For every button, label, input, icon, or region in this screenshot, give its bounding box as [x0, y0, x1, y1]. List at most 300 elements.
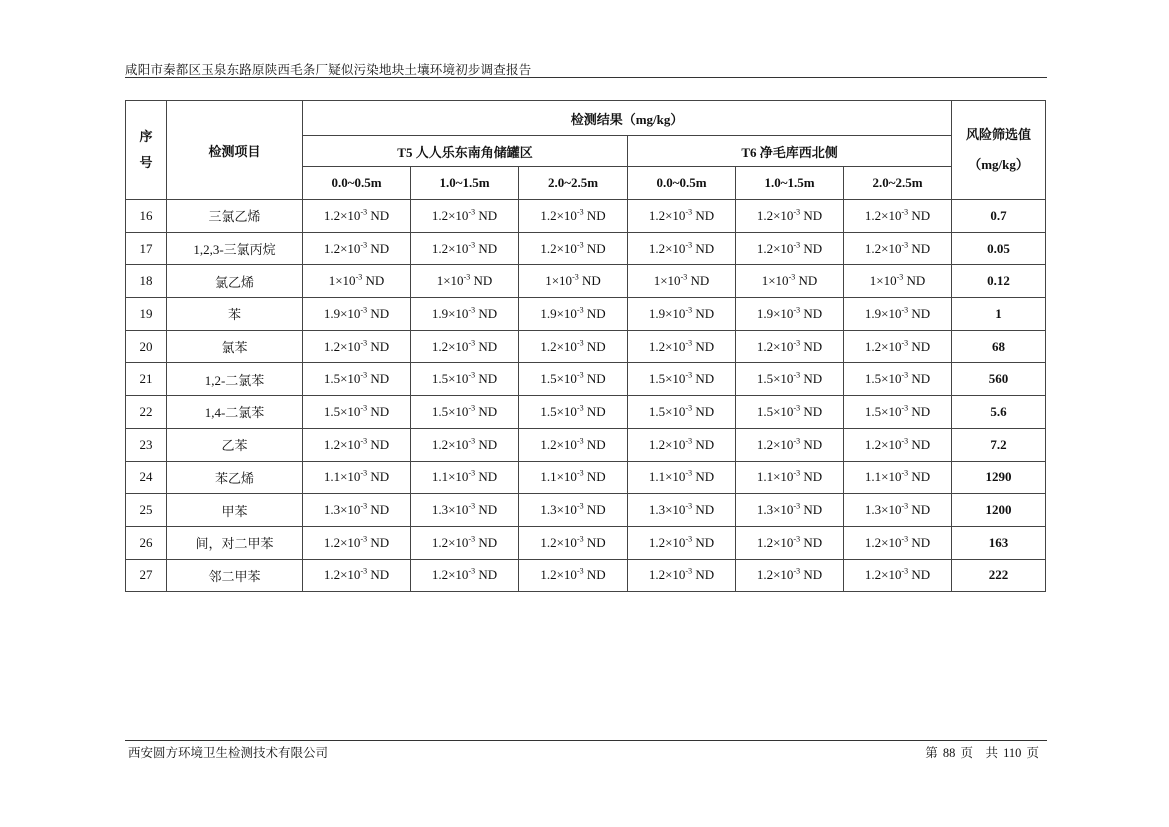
table-row [126, 298, 1046, 331]
result-exponent: -3 [685, 338, 693, 348]
result-nd-flag: ND [478, 305, 498, 321]
result-cell [303, 494, 411, 527]
result-base: 1.2×10 [756, 240, 794, 256]
result-nd-flag: ND [911, 469, 931, 485]
row-seq: 25 [126, 494, 167, 527]
result-cell [736, 265, 844, 298]
row-seq: 23 [126, 428, 167, 461]
result-cell [411, 396, 519, 429]
item-column-header: 检测项目 [167, 101, 303, 200]
result-nd-flag: ND [586, 371, 606, 387]
result-cell [411, 200, 519, 233]
result-nd-flag: ND [365, 273, 385, 289]
result-nd-flag: ND [695, 207, 715, 223]
result-nd-flag: ND [478, 469, 498, 485]
result-nd-flag: ND [803, 567, 823, 583]
result-cell [519, 526, 628, 559]
result-exponent: -3 [896, 272, 904, 282]
result-exponent: -3 [468, 534, 476, 544]
result-base: 1.5×10 [540, 371, 577, 387]
result-nd-flag: ND [911, 240, 931, 256]
result-nd-flag: ND [803, 469, 823, 485]
result-cell [628, 265, 736, 298]
result-cell [411, 461, 519, 494]
result-base: 1.2×10 [540, 240, 577, 256]
result-exponent: -3 [901, 403, 909, 413]
result-base: 1.2×10 [864, 436, 902, 452]
result-base: 1.3×10 [756, 502, 794, 518]
row-seq: 16 [126, 200, 167, 233]
result-nd-flag: ND [803, 240, 823, 256]
result-nd-flag: ND [803, 207, 823, 223]
result-exponent: -3 [576, 338, 584, 348]
result-base: 1.2×10 [756, 534, 794, 550]
result-base: 1×10 [545, 273, 573, 289]
result-base: 1.2×10 [431, 207, 469, 223]
result-base: 1.3×10 [323, 502, 361, 518]
result-exponent: -3 [360, 534, 368, 544]
row-risk-value: 163 [952, 526, 1046, 559]
result-nd-flag: ND [370, 371, 390, 387]
result-nd-flag: ND [586, 338, 606, 354]
result-nd-flag: ND [478, 207, 498, 223]
result-base: 1.1×10 [431, 469, 469, 485]
result-nd-flag: ND [586, 502, 606, 518]
result-exponent: -3 [685, 370, 693, 380]
depth-header: 0.0~0.5m [303, 167, 411, 200]
table-row [126, 559, 1046, 592]
result-cell [736, 559, 844, 592]
row-seq: 19 [126, 298, 167, 331]
result-exponent: -3 [463, 272, 471, 282]
result-exponent: -3 [576, 305, 584, 315]
result-base: 1.5×10 [864, 403, 902, 419]
result-nd-flag: ND [911, 207, 931, 223]
row-item-name: 1,4-二氯苯 [167, 396, 303, 429]
row-item-name: 氯乙烯 [167, 265, 303, 298]
report-header-title: 咸阳市秦都区玉泉东路原陕西毛条厂疑似污染地块土壤环境初步调查报告 [125, 63, 532, 77]
result-nd-flag: ND [478, 240, 498, 256]
result-base: 1.5×10 [756, 371, 794, 387]
result-cell [519, 298, 628, 331]
result-exponent: -3 [793, 240, 801, 250]
result-cell [736, 232, 844, 265]
result-cell [303, 526, 411, 559]
result-exponent: -3 [360, 403, 368, 413]
result-nd-flag: ND [911, 403, 931, 419]
result-base: 1.2×10 [431, 534, 469, 550]
result-exponent: -3 [685, 469, 693, 479]
result-base: 1.3×10 [648, 502, 686, 518]
table-header [126, 101, 1046, 200]
result-nd-flag: ND [586, 403, 606, 419]
result-cell [411, 363, 519, 396]
result-base: 1.5×10 [864, 371, 902, 387]
depth-header: 1.0~1.5m [736, 167, 844, 200]
result-exponent: -3 [468, 240, 476, 250]
result-exponent: -3 [901, 207, 909, 217]
result-nd-flag: ND [695, 403, 715, 419]
result-exponent: -3 [576, 469, 584, 479]
result-exponent: -3 [468, 567, 476, 577]
result-base: 1.2×10 [431, 436, 469, 452]
result-base: 1×10 [653, 273, 681, 289]
result-exponent: -3 [576, 567, 584, 577]
row-item-name: 三氯乙烯 [167, 200, 303, 233]
depth-header: 1.0~1.5m [411, 167, 519, 200]
result-nd-flag: ND [586, 534, 606, 550]
result-nd-flag: ND [695, 469, 715, 485]
result-base: 1.2×10 [648, 338, 686, 354]
result-base: 1.2×10 [864, 567, 902, 583]
row-item-name: 氯苯 [167, 330, 303, 363]
result-base: 1.5×10 [540, 403, 577, 419]
result-exponent: -3 [901, 370, 909, 380]
result-nd-flag: ND [695, 305, 715, 321]
result-nd-flag: ND [695, 338, 715, 354]
result-cell [844, 396, 952, 429]
row-seq: 20 [126, 330, 167, 363]
result-nd-flag: ND [798, 273, 818, 289]
result-exponent: -3 [360, 370, 368, 380]
row-seq: 21 [126, 363, 167, 396]
result-exponent: -3 [576, 240, 584, 250]
result-exponent: -3 [576, 370, 584, 380]
result-cell [519, 396, 628, 429]
result-exponent: -3 [576, 207, 584, 217]
result-base: 1.9×10 [864, 305, 902, 321]
result-exponent: -3 [360, 338, 368, 348]
result-cell [303, 298, 411, 331]
result-cell [736, 428, 844, 461]
result-base: 1.5×10 [648, 403, 686, 419]
table-row [126, 232, 1046, 265]
result-cell [411, 494, 519, 527]
result-exponent: -3 [360, 567, 368, 577]
seq-header-top: 序 [139, 129, 153, 144]
result-nd-flag: ND [803, 338, 823, 354]
result-nd-flag: ND [803, 502, 823, 518]
result-nd-flag: ND [478, 338, 498, 354]
result-cell [628, 494, 736, 527]
result-cell [519, 559, 628, 592]
result-exponent: -3 [793, 567, 801, 577]
row-risk-value: 0.12 [952, 265, 1046, 298]
table-row [126, 396, 1046, 429]
result-nd-flag: ND [906, 273, 926, 289]
result-base: 1.2×10 [431, 567, 469, 583]
result-cell [736, 363, 844, 396]
result-nd-flag: ND [478, 403, 498, 419]
table-row [126, 330, 1046, 363]
result-base: 1.2×10 [323, 534, 361, 550]
result-cell [736, 200, 844, 233]
result-base: 1.2×10 [756, 338, 794, 354]
row-risk-value: 560 [952, 363, 1046, 396]
result-base: 1.1×10 [648, 469, 686, 485]
row-item-name: 乙苯 [167, 428, 303, 461]
result-base: 1.5×10 [431, 403, 469, 419]
result-cell [628, 396, 736, 429]
result-base: 1.5×10 [756, 403, 794, 419]
result-base: 1.2×10 [431, 338, 469, 354]
result-cell [519, 232, 628, 265]
row-item-name: 邻二甲苯 [167, 559, 303, 592]
result-base: 1.2×10 [648, 436, 686, 452]
result-cell [519, 428, 628, 461]
result-nd-flag: ND [695, 534, 715, 550]
result-base: 1.2×10 [540, 534, 577, 550]
result-nd-flag: ND [803, 534, 823, 550]
result-base: 1.2×10 [648, 534, 686, 550]
results-group-header: 检测结果（mg/kg） [303, 101, 952, 136]
result-cell [303, 232, 411, 265]
result-nd-flag: ND [586, 469, 606, 485]
result-cell [844, 428, 952, 461]
row-risk-value: 68 [952, 330, 1046, 363]
result-base: 1.2×10 [540, 567, 577, 583]
result-exponent: -3 [468, 338, 476, 348]
result-nd-flag: ND [370, 207, 390, 223]
result-exponent: -3 [685, 501, 693, 511]
result-base: 1.2×10 [540, 436, 577, 452]
result-cell [844, 265, 952, 298]
result-cell [736, 526, 844, 559]
result-cell [628, 232, 736, 265]
result-nd-flag: ND [586, 207, 606, 223]
result-base: 1.1×10 [864, 469, 902, 485]
result-cell [844, 559, 952, 592]
result-cell [519, 265, 628, 298]
result-cell [411, 265, 519, 298]
result-nd-flag: ND [581, 273, 601, 289]
result-cell [303, 330, 411, 363]
result-nd-flag: ND [911, 534, 931, 550]
result-base: 1.1×10 [540, 469, 577, 485]
result-nd-flag: ND [586, 567, 606, 583]
result-base: 1.2×10 [540, 207, 577, 223]
result-cell [844, 232, 952, 265]
result-nd-flag: ND [695, 567, 715, 583]
result-cell [411, 298, 519, 331]
result-nd-flag: ND [478, 567, 498, 583]
result-exponent: -3 [793, 534, 801, 544]
result-exponent: -3 [680, 272, 688, 282]
result-nd-flag: ND [803, 305, 823, 321]
result-exponent: -3 [788, 272, 796, 282]
result-exponent: -3 [901, 305, 909, 315]
result-cell [736, 298, 844, 331]
result-base: 1×10 [869, 273, 897, 289]
result-base: 1.9×10 [756, 305, 794, 321]
seq-header-bottom: 号 [139, 155, 153, 170]
result-base: 1×10 [761, 273, 789, 289]
result-base: 1×10 [328, 273, 356, 289]
result-base: 1.9×10 [540, 305, 577, 321]
result-exponent: -3 [901, 501, 909, 511]
result-cell [519, 494, 628, 527]
result-cell [844, 461, 952, 494]
result-nd-flag: ND [370, 469, 390, 485]
row-item-name: 苯乙烯 [167, 461, 303, 494]
result-cell [628, 200, 736, 233]
table-row [126, 200, 1046, 233]
result-cell [844, 330, 952, 363]
row-seq: 18 [126, 265, 167, 298]
result-base: 1×10 [436, 273, 464, 289]
result-base: 1.3×10 [540, 502, 577, 518]
result-exponent: -3 [360, 240, 368, 250]
result-base: 1.2×10 [323, 567, 361, 583]
result-base: 1.5×10 [323, 403, 361, 419]
result-nd-flag: ND [911, 436, 931, 452]
result-nd-flag: ND [911, 567, 931, 583]
result-base: 1.5×10 [431, 371, 469, 387]
row-seq: 26 [126, 526, 167, 559]
result-nd-flag: ND [803, 436, 823, 452]
result-cell [628, 428, 736, 461]
result-exponent: -3 [685, 207, 693, 217]
result-exponent: -3 [468, 403, 476, 413]
result-base: 1.2×10 [648, 207, 686, 223]
result-nd-flag: ND [370, 240, 390, 256]
result-base: 1.2×10 [323, 436, 361, 452]
row-risk-value: 0.7 [952, 200, 1046, 233]
result-base: 1.2×10 [864, 207, 902, 223]
t6-group-header: T6 净毛库西北侧 [628, 136, 952, 167]
result-exponent: -3 [685, 240, 693, 250]
result-exponent: -3 [576, 534, 584, 544]
result-exponent: -3 [901, 534, 909, 544]
result-exponent: -3 [576, 403, 584, 413]
row-item-name: 甲苯 [167, 494, 303, 527]
footer-company: 西安圆方环境卫生检测技术有限公司 [128, 746, 329, 760]
result-exponent: -3 [360, 436, 368, 446]
risk-header-top: 风险筛选值 [966, 127, 1032, 142]
result-base: 1.2×10 [323, 338, 361, 354]
result-exponent: -3 [793, 436, 801, 446]
result-exponent: -3 [468, 207, 476, 217]
row-item-name: 苯 [167, 298, 303, 331]
result-nd-flag: ND [370, 338, 390, 354]
result-nd-flag: ND [695, 371, 715, 387]
row-risk-value: 0.05 [952, 232, 1046, 265]
result-exponent: -3 [793, 338, 801, 348]
result-base: 1.1×10 [323, 469, 361, 485]
result-cell [303, 428, 411, 461]
result-cell [736, 461, 844, 494]
detection-results-table [125, 100, 1046, 592]
result-cell [519, 461, 628, 494]
result-exponent: -3 [793, 403, 801, 413]
result-nd-flag: ND [370, 502, 390, 518]
result-nd-flag: ND [911, 502, 931, 518]
result-exponent: -3 [685, 436, 693, 446]
result-exponent: -3 [793, 501, 801, 511]
result-nd-flag: ND [586, 305, 606, 321]
footer-page-number: 第 88 页 共 110 页 [925, 746, 1039, 760]
result-exponent: -3 [685, 305, 693, 315]
result-cell [411, 559, 519, 592]
result-cell [628, 559, 736, 592]
result-base: 1.2×10 [864, 338, 902, 354]
result-exponent: -3 [685, 403, 693, 413]
result-nd-flag: ND [586, 240, 606, 256]
seq-column-header [126, 101, 167, 200]
row-item-name: 1,2,3-三氯丙烷 [167, 232, 303, 265]
row-risk-value: 222 [952, 559, 1046, 592]
result-nd-flag: ND [370, 403, 390, 419]
result-exponent: -3 [793, 305, 801, 315]
result-cell [736, 494, 844, 527]
result-exponent: -3 [360, 305, 368, 315]
depth-header: 2.0~2.5m [844, 167, 952, 200]
result-base: 1.2×10 [648, 567, 686, 583]
result-cell [628, 363, 736, 396]
result-cell [303, 559, 411, 592]
result-exponent: -3 [468, 501, 476, 511]
result-exponent: -3 [901, 469, 909, 479]
result-cell [844, 200, 952, 233]
result-base: 1.3×10 [864, 502, 902, 518]
result-exponent: -3 [793, 370, 801, 380]
result-nd-flag: ND [911, 338, 931, 354]
result-exponent: -3 [685, 567, 693, 577]
row-seq: 27 [126, 559, 167, 592]
row-risk-value: 7.2 [952, 428, 1046, 461]
row-risk-value: 1 [952, 298, 1046, 331]
result-nd-flag: ND [478, 371, 498, 387]
result-cell [844, 494, 952, 527]
header-divider [125, 77, 1047, 78]
result-exponent: -3 [576, 501, 584, 511]
result-nd-flag: ND [695, 436, 715, 452]
result-nd-flag: ND [803, 403, 823, 419]
result-nd-flag: ND [695, 502, 715, 518]
depth-header: 0.0~0.5m [628, 167, 736, 200]
result-cell [736, 396, 844, 429]
result-nd-flag: ND [473, 273, 493, 289]
result-base: 1.2×10 [323, 207, 361, 223]
table-row [126, 428, 1046, 461]
row-risk-value: 1200 [952, 494, 1046, 527]
result-base: 1.9×10 [431, 305, 469, 321]
result-exponent: -3 [468, 436, 476, 446]
result-exponent: -3 [360, 501, 368, 511]
result-base: 1.1×10 [756, 469, 794, 485]
result-cell [519, 200, 628, 233]
table-row [126, 265, 1046, 298]
result-nd-flag: ND [911, 305, 931, 321]
result-cell [736, 330, 844, 363]
result-exponent: -3 [793, 469, 801, 479]
result-exponent: -3 [360, 207, 368, 217]
result-exponent: -3 [355, 272, 363, 282]
result-cell [844, 526, 952, 559]
result-cell [303, 363, 411, 396]
result-base: 1.2×10 [648, 240, 686, 256]
row-item-name: 间，对二甲苯 [167, 526, 303, 559]
result-cell [628, 298, 736, 331]
risk-column-header [952, 101, 1046, 200]
table-body [126, 200, 1046, 592]
result-base: 1.2×10 [431, 240, 469, 256]
result-cell [519, 330, 628, 363]
result-exponent: -3 [901, 436, 909, 446]
result-cell [411, 526, 519, 559]
result-exponent: -3 [901, 240, 909, 250]
result-base: 1.9×10 [648, 305, 686, 321]
